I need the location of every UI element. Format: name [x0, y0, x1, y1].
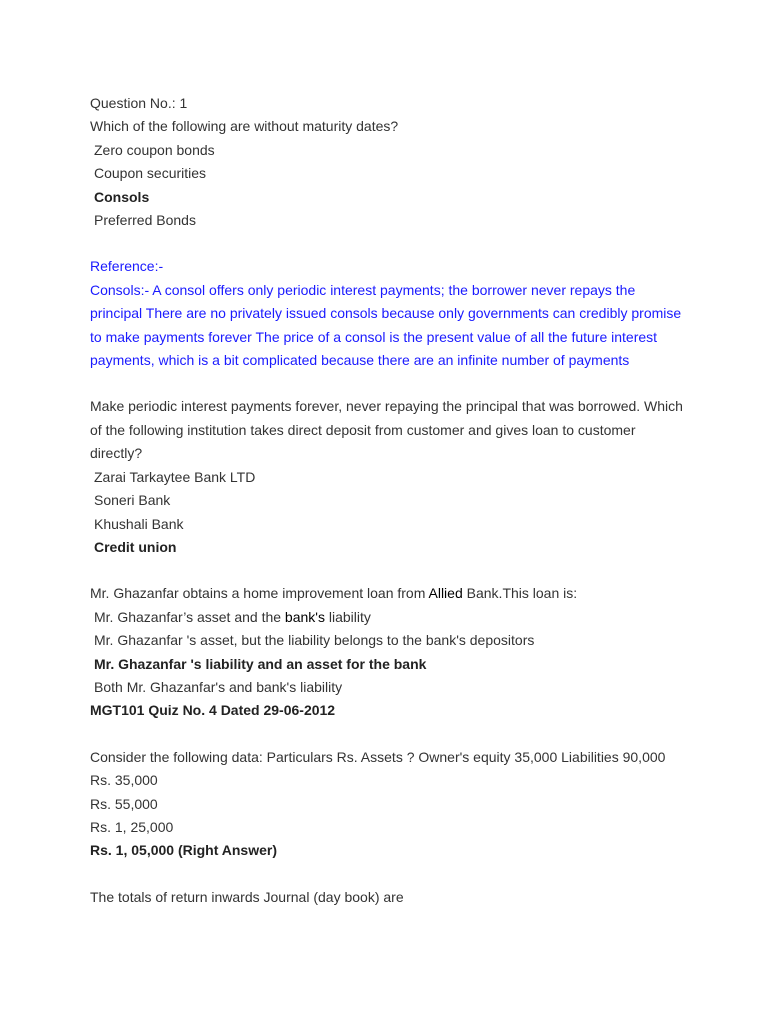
option-part: liability — [324, 608, 371, 625]
question-text — [90, 582, 690, 605]
spacer — [90, 232, 690, 255]
reference-line: principal There are no privately issued consols because only governments can credibly promise — [90, 305, 682, 322]
question-text: of the following institution takes direct deposit from customer and gives loan to customer — [90, 421, 636, 438]
document-content — [90, 92, 690, 909]
question-text: The totals of return inwards Journal (day book) are — [90, 888, 404, 905]
question-text: Make periodic interest payments forever, never repaying the principal that was borrowed. Which — [90, 398, 683, 415]
question-text-part: Mr. Ghazanfar obtains a home improvement loan from — [90, 585, 429, 602]
option: Mr. Ghazanfar 's asset, but the liability belongs to the bank's depositors — [94, 632, 535, 649]
reference-heading: Reference:- — [90, 258, 164, 275]
question-text: directly? — [90, 445, 143, 462]
correct-option: Credit union — [94, 538, 177, 555]
question-text: Consider the following data: Particulars Rs. Assets ? Owner's equity 35,000 Liabilities 90,000 — [90, 748, 666, 765]
option: Coupon securities — [94, 165, 207, 182]
option: Rs. 1, 25,000 — [90, 818, 174, 835]
option-highlight: bank's — [284, 608, 325, 625]
option: Khushali Bank — [94, 515, 184, 532]
option-part: Mr. Ghazanfar’s asset and the — [94, 608, 285, 625]
option: Soneri Bank — [94, 492, 171, 509]
question-text: Which of the following are without maturity dates? — [90, 118, 399, 135]
correct-option: Rs. 1, 05,000 (Right Answer) — [90, 842, 277, 859]
option: Both Mr. Ghazanfar's and bank's liability — [94, 678, 343, 695]
spacer — [90, 372, 690, 395]
spacer — [90, 863, 690, 886]
option — [90, 606, 690, 629]
option: Zero coupon bonds — [94, 141, 215, 158]
option: Zarai Tarkaytee Bank LTD — [94, 468, 256, 485]
reference-line: payments, which is a bit complicated because there are an infinite number of payments — [90, 352, 630, 369]
reference-line: Consols:- A consol offers only periodic interest payments; the borrower never repays the — [90, 281, 636, 298]
spacer — [90, 559, 690, 582]
quiz-heading: MGT101 Quiz No. 4 Dated 29-06-2012 — [90, 702, 336, 719]
option: Rs. 55,000 — [90, 795, 158, 812]
reference-line: to make payments forever The price of a consol is the present value of all the future interest — [90, 328, 658, 345]
question-text-part: Bank.This loan is: — [462, 585, 578, 602]
spacer — [90, 723, 690, 746]
correct-option: Consols — [94, 188, 150, 205]
bank-name: Allied — [428, 585, 463, 602]
correct-option: Mr. Ghazanfar 's liability and an asset for the bank — [94, 655, 427, 672]
question-number: Question No.: 1 — [90, 95, 188, 111]
option: Preferred Bonds — [94, 212, 196, 229]
option: Rs. 35,000 — [90, 772, 158, 789]
